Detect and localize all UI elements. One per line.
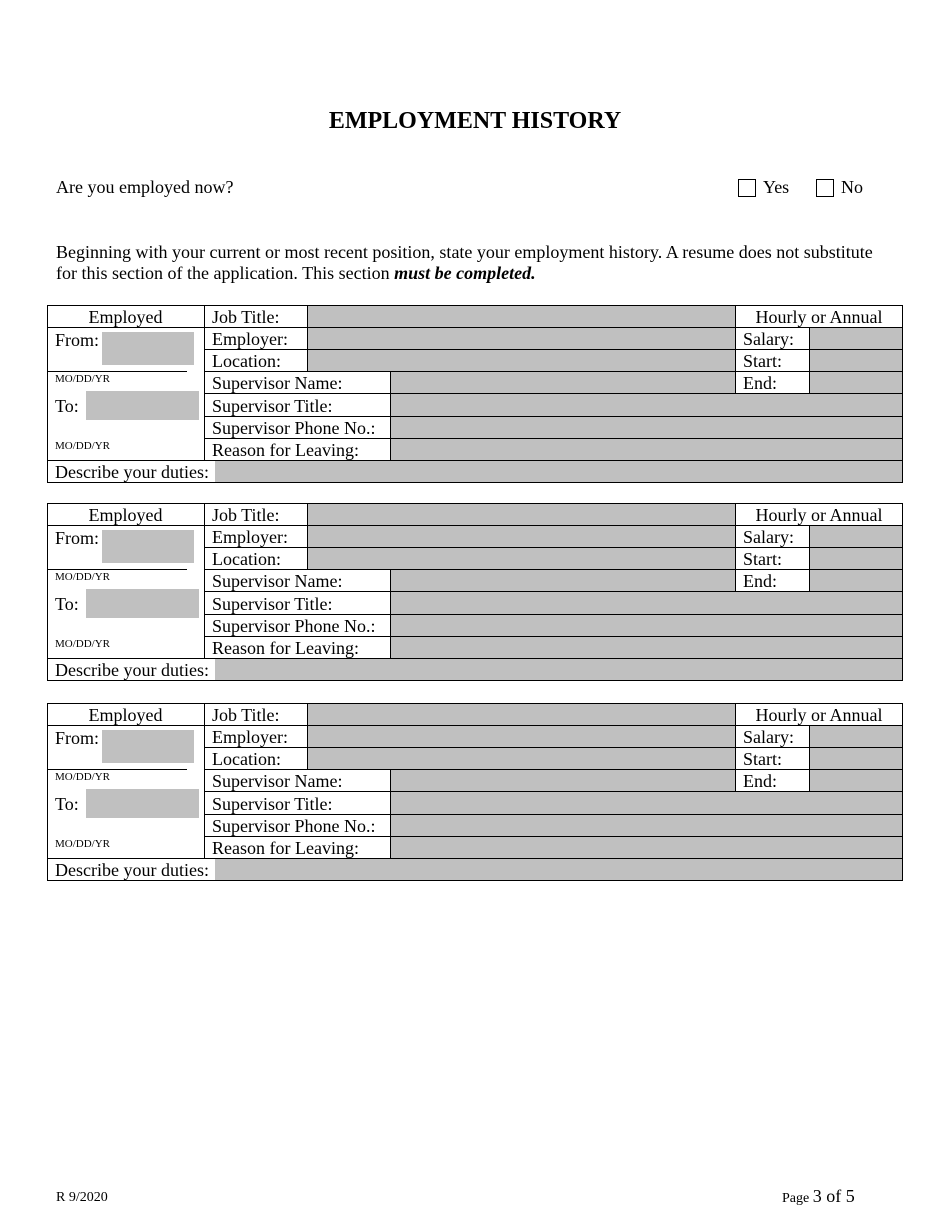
hourly-or-annual-label: Hourly or Annual xyxy=(755,505,883,525)
supervisor-phone-field[interactable] xyxy=(391,815,902,836)
supervisor-phone-field[interactable] xyxy=(391,417,902,438)
to-date-format: MO/DD/YR xyxy=(55,440,111,452)
location-label: Location: xyxy=(212,549,281,569)
from-date-field[interactable] xyxy=(102,530,194,563)
describe-duties-label: Describe your duties: xyxy=(55,462,209,482)
start-label: Start: xyxy=(743,749,782,769)
reason-for-leaving-label: Reason for Leaving: xyxy=(212,440,359,460)
page-number xyxy=(782,1186,855,1207)
employed-label: Employed xyxy=(88,505,163,525)
describe-duties-field[interactable] xyxy=(215,859,902,880)
location-label: Location: xyxy=(212,749,281,769)
from-label: From: xyxy=(55,728,100,748)
employer-label: Employer: xyxy=(212,527,288,547)
to-date-field[interactable] xyxy=(86,789,199,818)
job-title-label: Job Title: xyxy=(212,705,280,725)
divider xyxy=(204,703,205,858)
employed-now-question: Are you employed now? xyxy=(56,177,234,197)
supervisor-name-field[interactable] xyxy=(391,770,735,791)
from-date-format: MO/DD/YR xyxy=(55,571,111,583)
revision-date: R 9/2020 xyxy=(56,1190,108,1205)
divider xyxy=(47,327,205,328)
hourly-or-annual-label: Hourly or Annual xyxy=(755,307,883,327)
salary-label: Salary: xyxy=(743,329,794,349)
employed-yes-option[interactable] xyxy=(738,177,789,198)
location-field[interactable] xyxy=(308,548,735,569)
end-label: End: xyxy=(743,373,777,393)
reason-for-leaving-field[interactable] xyxy=(391,637,902,658)
from-label: From: xyxy=(55,330,100,350)
supervisor-name-field[interactable] xyxy=(391,570,735,591)
page-word: Page xyxy=(782,1191,810,1206)
hourly-or-annual-label: Hourly or Annual xyxy=(755,705,883,725)
divider xyxy=(47,769,187,770)
describe-duties-field[interactable] xyxy=(215,461,902,482)
reason-for-leaving-field[interactable] xyxy=(391,439,902,460)
salary-label: Salary: xyxy=(743,527,794,547)
supervisor-name-label: Supervisor Name: xyxy=(212,571,343,591)
supervisor-title-field[interactable] xyxy=(391,592,902,614)
location-field[interactable] xyxy=(308,748,735,769)
employer-label: Employer: xyxy=(212,727,288,747)
divider xyxy=(47,371,187,372)
divider xyxy=(47,569,187,570)
supervisor-phone-field[interactable] xyxy=(391,615,902,636)
employer-field[interactable] xyxy=(308,526,735,547)
supervisor-name-field[interactable] xyxy=(391,372,735,393)
job-title-label: Job Title: xyxy=(212,307,280,327)
supervisor-phone-label: Supervisor Phone No.: xyxy=(212,418,376,438)
employer-label: Employer: xyxy=(212,329,288,349)
location-field[interactable] xyxy=(308,350,735,371)
from-date-field[interactable] xyxy=(102,332,194,365)
employment-entry-2 xyxy=(47,503,903,681)
location-label: Location: xyxy=(212,351,281,371)
employment-entry-1 xyxy=(47,305,903,483)
start-salary-field[interactable] xyxy=(810,748,902,769)
yes-checkbox[interactable] xyxy=(738,179,756,197)
job-title-field[interactable] xyxy=(308,306,735,327)
yes-label: Yes xyxy=(763,177,790,197)
supervisor-name-label: Supervisor Name: xyxy=(212,771,343,791)
supervisor-title-label: Supervisor Title: xyxy=(212,794,333,814)
end-label: End: xyxy=(743,771,777,791)
to-date-field[interactable] xyxy=(86,391,199,420)
start-salary-field[interactable] xyxy=(810,350,902,371)
end-label: End: xyxy=(743,571,777,591)
describe-duties-field[interactable] xyxy=(215,659,902,680)
from-label: From: xyxy=(55,528,100,548)
to-label: To: xyxy=(55,594,79,614)
job-title-field[interactable] xyxy=(308,504,735,525)
to-date-field[interactable] xyxy=(86,589,199,618)
employed-label: Employed xyxy=(88,705,163,725)
reason-for-leaving-field[interactable] xyxy=(391,837,902,858)
end-salary-field[interactable] xyxy=(810,372,902,393)
supervisor-title-label: Supervisor Title: xyxy=(212,396,333,416)
to-label: To: xyxy=(55,794,79,814)
start-label: Start: xyxy=(743,549,782,569)
start-label: Start: xyxy=(743,351,782,371)
page-of: 3 of 5 xyxy=(812,1186,855,1206)
supervisor-phone-label: Supervisor Phone No.: xyxy=(212,816,376,836)
end-salary-field[interactable] xyxy=(810,570,902,591)
divider xyxy=(47,725,205,726)
salary-field[interactable] xyxy=(810,526,902,547)
salary-label: Salary: xyxy=(743,727,794,747)
page-title: EMPLOYMENT HISTORY xyxy=(328,108,622,134)
supervisor-phone-label: Supervisor Phone No.: xyxy=(212,616,376,636)
employment-entry-3 xyxy=(47,703,903,881)
to-date-format: MO/DD/YR xyxy=(55,838,111,850)
supervisor-title-label: Supervisor Title: xyxy=(212,594,333,614)
employed-no-option[interactable] xyxy=(816,177,863,198)
employer-field[interactable] xyxy=(308,726,735,747)
to-label: To: xyxy=(55,396,79,416)
employer-field[interactable] xyxy=(308,328,735,349)
no-checkbox[interactable] xyxy=(816,179,834,197)
from-date-format: MO/DD/YR xyxy=(55,771,111,783)
describe-duties-label: Describe your duties: xyxy=(55,860,209,880)
describe-duties-label: Describe your duties: xyxy=(55,660,209,680)
instructions-text: Beginning with your current or most recent position, state your employment history. A resume does not substitute for this section of the application. This section xyxy=(56,242,873,283)
to-date-format: MO/DD/YR xyxy=(55,638,111,650)
from-date-format: MO/DD/YR xyxy=(55,373,111,385)
job-title-label: Job Title: xyxy=(212,505,280,525)
divider xyxy=(47,525,205,526)
supervisor-title-field[interactable] xyxy=(391,394,902,416)
divider xyxy=(204,305,205,460)
salary-field[interactable] xyxy=(810,328,902,349)
salary-field[interactable] xyxy=(810,726,902,747)
divider xyxy=(204,503,205,658)
employed-label: Employed xyxy=(88,307,163,327)
job-title-field[interactable] xyxy=(308,704,735,725)
reason-for-leaving-label: Reason for Leaving: xyxy=(212,838,359,858)
no-label: No xyxy=(841,177,863,197)
end-salary-field[interactable] xyxy=(810,770,902,791)
instructions-emphasis: must be completed. xyxy=(394,263,536,283)
instructions xyxy=(56,242,886,284)
reason-for-leaving-label: Reason for Leaving: xyxy=(212,638,359,658)
start-salary-field[interactable] xyxy=(810,548,902,569)
supervisor-title-field[interactable] xyxy=(391,792,902,814)
supervisor-name-label: Supervisor Name: xyxy=(212,373,343,393)
from-date-field[interactable] xyxy=(102,730,194,763)
